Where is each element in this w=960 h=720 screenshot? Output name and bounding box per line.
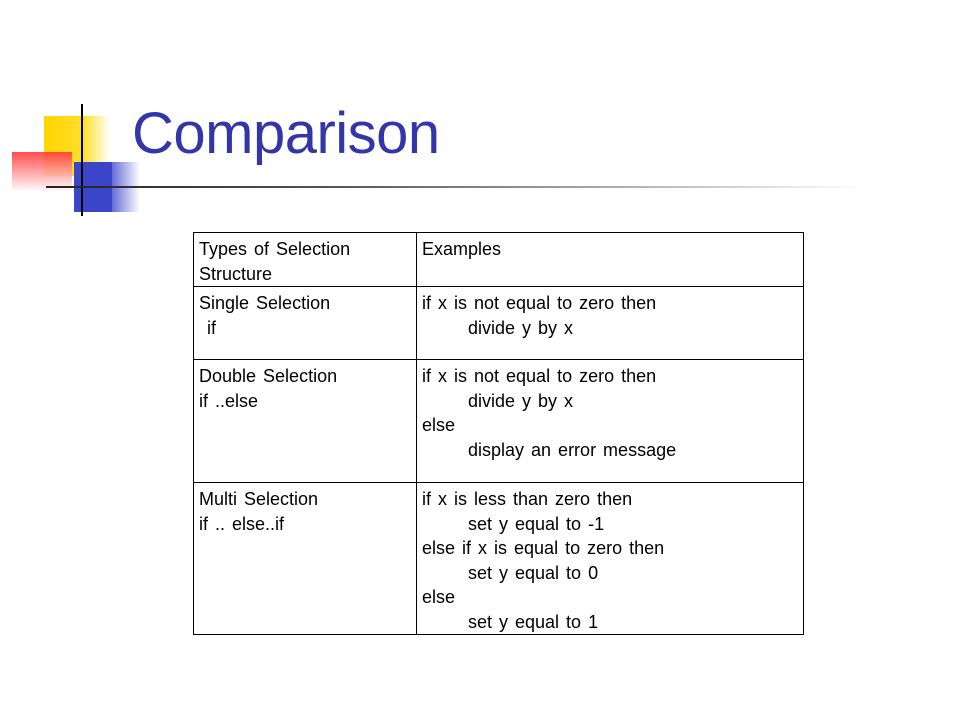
- header-types: Types of Selection Structure: [194, 233, 417, 287]
- type-keyword: if ..else: [199, 390, 259, 411]
- example-line: set y equal to 1: [468, 611, 599, 632]
- decorative-vertical-line: [81, 104, 83, 216]
- example-line: divide y by x: [468, 390, 574, 411]
- comparison-table: [193, 232, 804, 635]
- example-line: if x is not equal to zero then: [422, 366, 657, 386]
- example-line: else: [422, 587, 456, 607]
- example-cell: [417, 287, 804, 360]
- type-cell: [194, 287, 417, 360]
- example-line: else: [422, 415, 456, 435]
- table-row: [194, 483, 804, 635]
- type-keyword: if: [207, 317, 216, 338]
- example-line: display an error message: [468, 439, 677, 460]
- title-underline: [46, 186, 866, 188]
- type-keyword: if .. else..if: [199, 513, 285, 534]
- table-row: [194, 287, 804, 360]
- header-examples: Examples: [417, 233, 804, 287]
- example-cell: [417, 360, 804, 483]
- example-line: divide y by x: [468, 317, 574, 338]
- example-line: if x is not equal to zero then: [422, 293, 657, 313]
- type-cell: [194, 360, 417, 483]
- type-name: Multi Selection: [199, 489, 319, 509]
- slide-title: Comparison: [132, 101, 440, 166]
- type-cell: [194, 483, 417, 635]
- example-line: else if x is equal to zero then: [422, 538, 665, 558]
- example-line: set y equal to 0: [468, 562, 599, 583]
- table-row: [194, 360, 804, 483]
- example-line: set y equal to -1: [468, 513, 605, 534]
- type-name: Double Selection: [199, 366, 338, 386]
- example-cell: [417, 483, 804, 635]
- example-line: if x is less than zero then: [422, 489, 633, 509]
- table-header-row: [194, 233, 804, 287]
- type-name: Single Selection: [199, 293, 331, 313]
